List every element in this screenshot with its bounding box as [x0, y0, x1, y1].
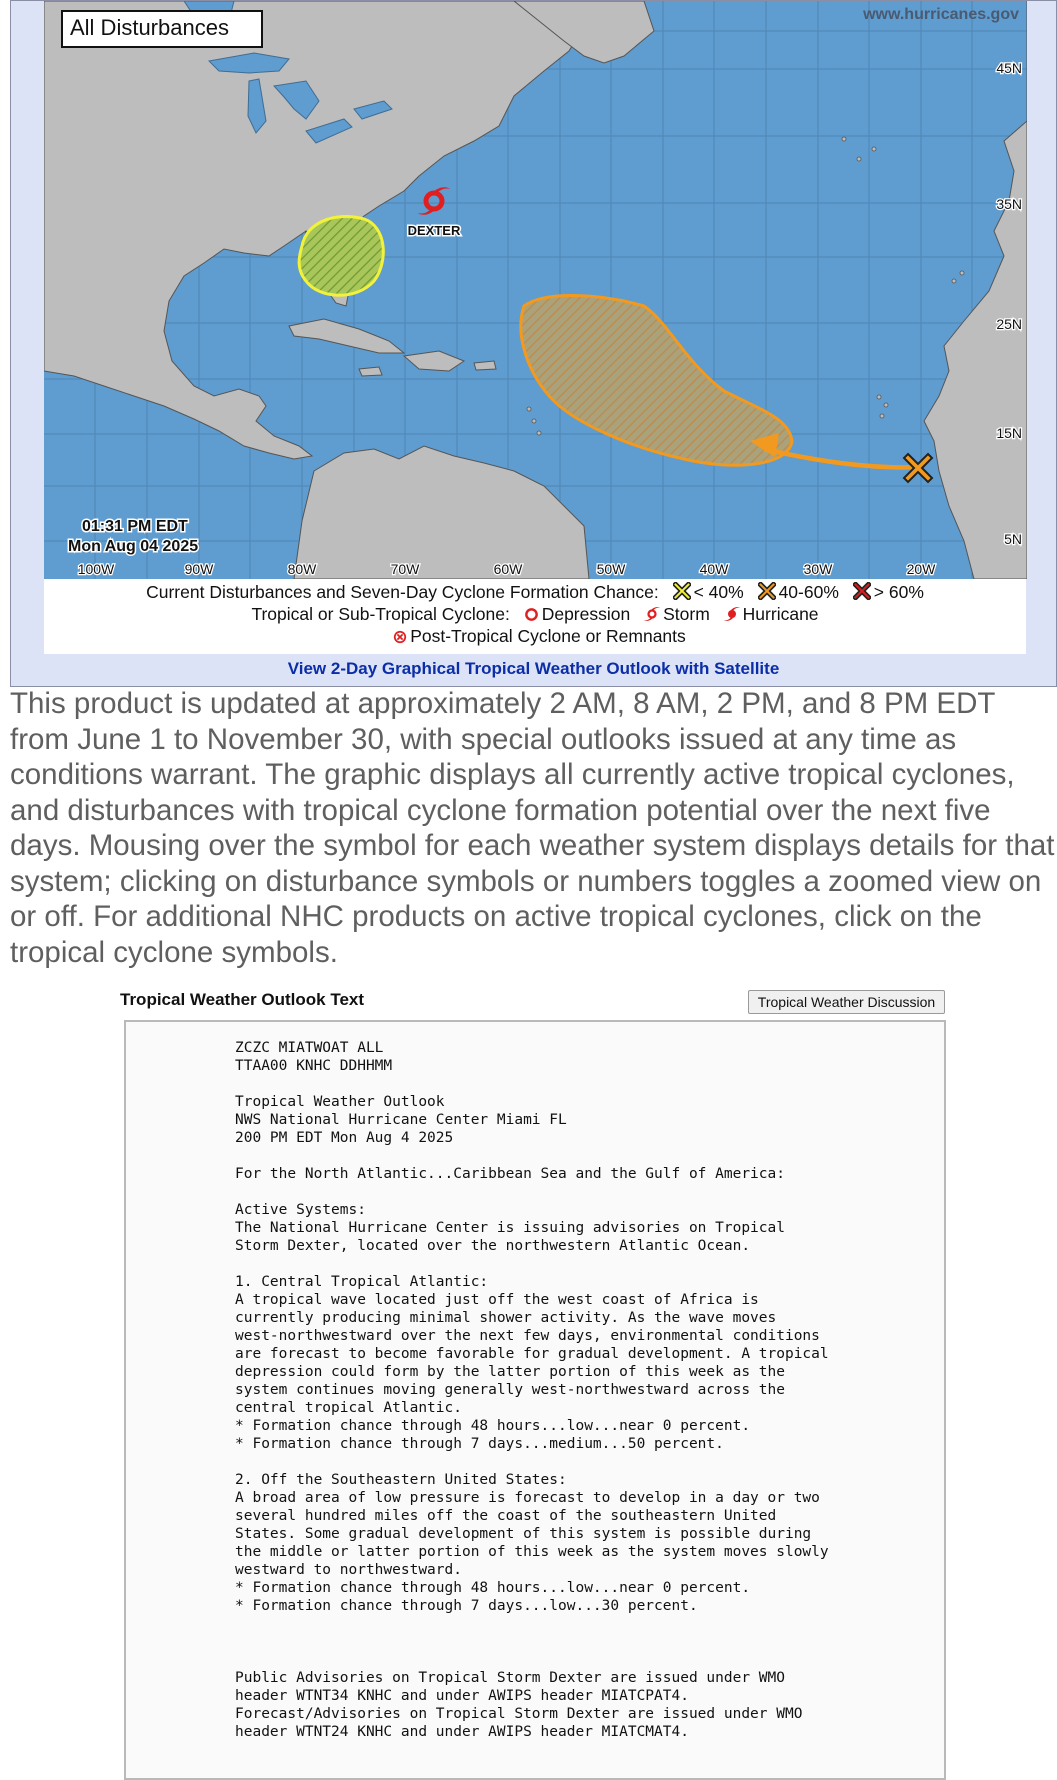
- legend-line-formation-chance: [44, 582, 1026, 603]
- lon-label-80w: 80W: [287, 561, 317, 577]
- site-watermark: www.hurricanes.gov: [863, 6, 1019, 23]
- medium-chance-x-icon: [758, 582, 776, 600]
- lat-label-25n: 25N: [996, 316, 1022, 332]
- outlook-text-title: Tropical Weather Outlook Text: [120, 990, 365, 1009]
- hurricane-icon: [724, 606, 740, 622]
- lon-label-100w: 100W: [77, 561, 115, 577]
- storm-icon: [644, 606, 660, 622]
- map-time: 01:31 PM EDT: [82, 518, 188, 535]
- legend-high-chance: > 60%: [873, 582, 924, 602]
- lat-label-15n: 15N: [996, 425, 1022, 441]
- legend-formation-label: Current Disturbances and Seven-Day Cyclone Formation Chance:: [146, 582, 659, 602]
- legend-medium-chance: 40-60%: [778, 582, 839, 602]
- lon-label-50w: 50W: [596, 561, 626, 577]
- lon-label-40w: 40W: [699, 561, 729, 577]
- map-title: All Disturbances: [70, 15, 229, 40]
- low-chance-x-icon: [673, 582, 691, 600]
- lon-label-30w: 30W: [803, 561, 833, 577]
- legend-line-post-tropical: [44, 626, 1026, 647]
- high-chance-x-icon: [853, 582, 871, 600]
- storm-dexter-label: DEXTER: [407, 223, 461, 238]
- satellite-outlook-link[interactable]: View 2-Day Graphical Tropical Weather Outlook with Satellite: [287, 659, 780, 678]
- tropical-weather-discussion-button[interactable]: Tropical Weather Discussion: [748, 990, 945, 1014]
- outlook-text-body: ZCZC MIATWOAT ALL TTAA00 KNHC DDHHMM Tropical Weather Outlook NWS National Hurricane Center Miami FL 200 PM EDT Mon Aug 4 2025 For the North Atlantic...Caribbean Sea and the Gulf of America: Active Systems: The National Hurricane Center is issuing advisories on Tropical Storm Dexter, located over the northwestern Atlantic Ocean. 1. Central Tropical Atlantic: A tropical wave located just off the west coast of Africa is currently producing minimal shower activity. As the wave moves west-northwestward over the next few days, environmental conditions are forecast to become favorable for gradual development. A tropical depression could form by the latter portion of this week as the system continues moving generally west-northwestward across the central tropical Atlantic. * Formation chance through 48 hours...low...near 0 percent. * Formation chance through 7 days...medium...50 percent. 2. Off the Southeastern United States: A broad area of low pressure is forecast to develop in a day or two several hundred miles off the coast of the southeastern United States. Some gradual development of this system is possible during the middle or latter portion of this week as the system moves slowly westward to northwestward. * Formation chance through 48 hours...low...near 0 percent. * Formation chance through 7 days...low...30 percent. Public Advisories on Tropical Storm Dexter are issued under WMO header WTNT34 KNHC and under AWIPS header MIATCPAT4. Forecast/Advisories on Tropical Storm Dexter are issued under WMO header WTNT24 KNHC and under AWIPS header MIATCMAT4.: [235, 1040, 829, 1740]
- tropical-outlook-map[interactable]: [44, 1, 1027, 579]
- lon-label-60w: 60W: [493, 561, 523, 577]
- legend-storm: Storm: [663, 604, 710, 624]
- lon-label-20w: 20W: [906, 561, 936, 577]
- lat-label-35n: 35N: [996, 196, 1022, 212]
- depression-icon: [524, 607, 539, 622]
- outlook-map-panel: [10, 0, 1057, 687]
- lon-label-70w: 70W: [390, 561, 420, 577]
- legend-depression: Depression: [541, 604, 631, 624]
- product-description: This product is updated at approximately 2 AM, 8 AM, 2 PM, and 8 PM EDT from June 1 to November 30, with special outlooks issued at any time as conditions warrant. The graphic displays all currently active tropical cyclones, and disturbances with tropical cyclone formation potential over the next five days. Mousing over the symbol for each weather system displays details for that system; clicking on disturbance symbols or numbers toggles a zoomed view on or off. For additional NHC products on active tropical cyclones, click on the tropical cyclone symbols.: [10, 687, 1055, 969]
- map-date: Mon Aug 04 2025: [68, 538, 199, 555]
- legend-cyclone-label: Tropical or Sub-Tropical Cyclone:: [251, 604, 510, 624]
- map-legend: [44, 579, 1026, 654]
- lat-label-5n: 5N: [1004, 531, 1022, 547]
- legend-line-cyclone: [44, 604, 1026, 625]
- outlook-area-southeast-us[interactable]: [299, 217, 383, 296]
- lon-label-90w: 90W: [184, 561, 214, 577]
- legend-hurricane: Hurricane: [742, 604, 819, 624]
- lat-label-45n: 45N: [996, 60, 1022, 76]
- land-puerto-rico: [474, 361, 496, 370]
- outlook-text-box[interactable]: [124, 1020, 946, 1780]
- legend-post-tropical: Post-Tropical Cyclone or Remnants: [410, 626, 686, 646]
- legend-low-chance: < 40%: [693, 582, 744, 602]
- longitude-labels: [78, 561, 936, 577]
- post-tropical-icon: [393, 630, 407, 644]
- land-jamaica: [359, 367, 382, 376]
